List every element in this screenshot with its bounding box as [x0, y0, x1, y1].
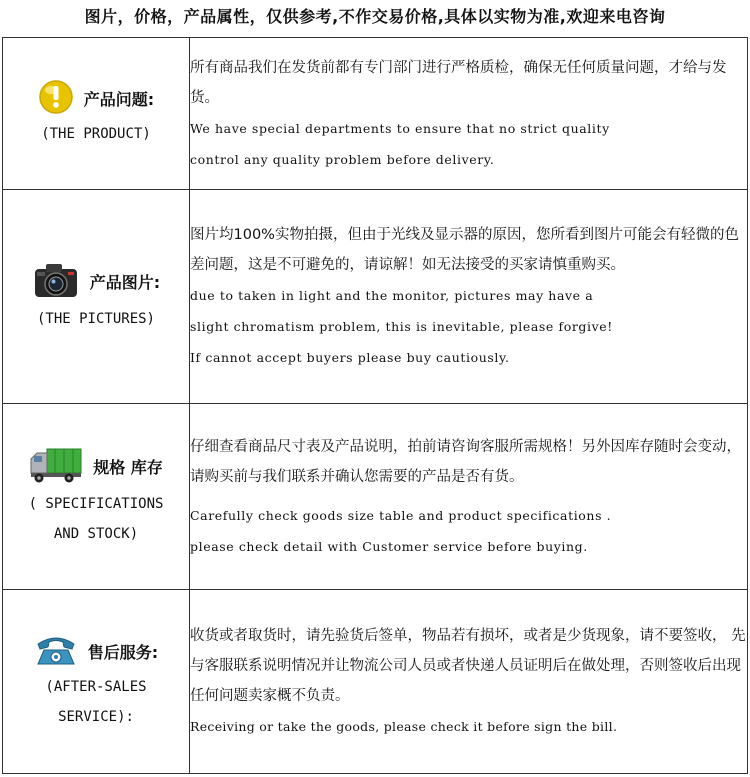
row-label-en: AND STOCK): [53, 525, 139, 542]
row-text-en: slight chromatism problem, this is inevitable, please forgive!: [190, 319, 613, 334]
row-content-cell: [190, 590, 748, 774]
policy-row-specifications: [3, 404, 748, 590]
row-label-zh: 规格 库存: [93, 458, 163, 477]
row-text-zh: 仔细查看商品尺寸表及产品说明，拍前请咨询客服所需规格！另外因库存随时会变动，请购买前与我们联系并确认您需要的产品是否有货。: [190, 438, 741, 485]
row-text-zh: 图片均100%实物拍摄，但由于光线及显示器的原因，您所看到图片可能会有轻微的色差问题，这是不可避免的，请谅解！如无法接受的买家请慎重购买。: [190, 227, 739, 273]
camera-icon: [32, 260, 80, 304]
row-text-en: If cannot accept buyers please buy cautiously.: [190, 350, 510, 365]
row-label-cell: [3, 404, 190, 590]
top-notice: 图片，价格，产品属性，仅供参考,不作交易价格,具体以实物为准,欢迎来电咨询: [84, 7, 666, 26]
row-label-zh: 产品图片:: [89, 273, 161, 292]
row-content-cell: [190, 404, 748, 590]
row-label-cell: [3, 190, 190, 404]
row-content-cell: [190, 190, 748, 404]
policy-row-pictures: [3, 190, 748, 404]
row-text-en: please check detail with Customer service before buying.: [190, 538, 588, 554]
row-text-en: control any quality problem before delivery.: [190, 151, 495, 167]
row-text-zh: 所有商品我们在发货前都有专门部门进行严格质检，确保无任何质量问题，才给与发货。: [190, 59, 727, 106]
row-content-cell: [190, 38, 748, 190]
row-text-en: Carefully check goods size table and product specifications .: [190, 507, 612, 523]
row-text-en: Receiving or take the goods, please check it before sign the bill.: [190, 719, 618, 734]
row-label-zh: 产品问题:: [83, 90, 155, 109]
row-label-en: ( SPECIFICATIONS: [28, 495, 164, 512]
policy-row-product: [3, 38, 748, 190]
row-label-en: SERVICE):: [58, 708, 134, 725]
row-label-cell: [3, 590, 190, 774]
row-label-zh: 售后服务:: [87, 643, 159, 662]
row-text-en: We have special departments to ensure that no strict quality: [190, 120, 610, 136]
exclamation-icon: [38, 79, 74, 119]
policy-row-after-sales: [3, 590, 748, 774]
row-label-en: (AFTER-SALES: [45, 678, 147, 695]
policy-table: [2, 37, 748, 774]
row-label-cell: [3, 38, 190, 190]
row-text-en: due to taken in light and the monitor, pictures may have a: [190, 288, 594, 303]
truck-icon: [29, 445, 83, 489]
row-label-en: (THE PRODUCT): [41, 125, 151, 142]
telephone-icon: [34, 632, 78, 672]
row-text-zh: 收货或者取货时，请先验货后签单，物品若有损坏，或者是少货现象，请不要签收， 先与客服联系说明情况并让物流公司人员或者快递人员证明后在做处理，否则签收后出现任何问题卖家概不负责。: [190, 628, 746, 704]
row-label-en: (THE PICTURES): [36, 310, 155, 327]
